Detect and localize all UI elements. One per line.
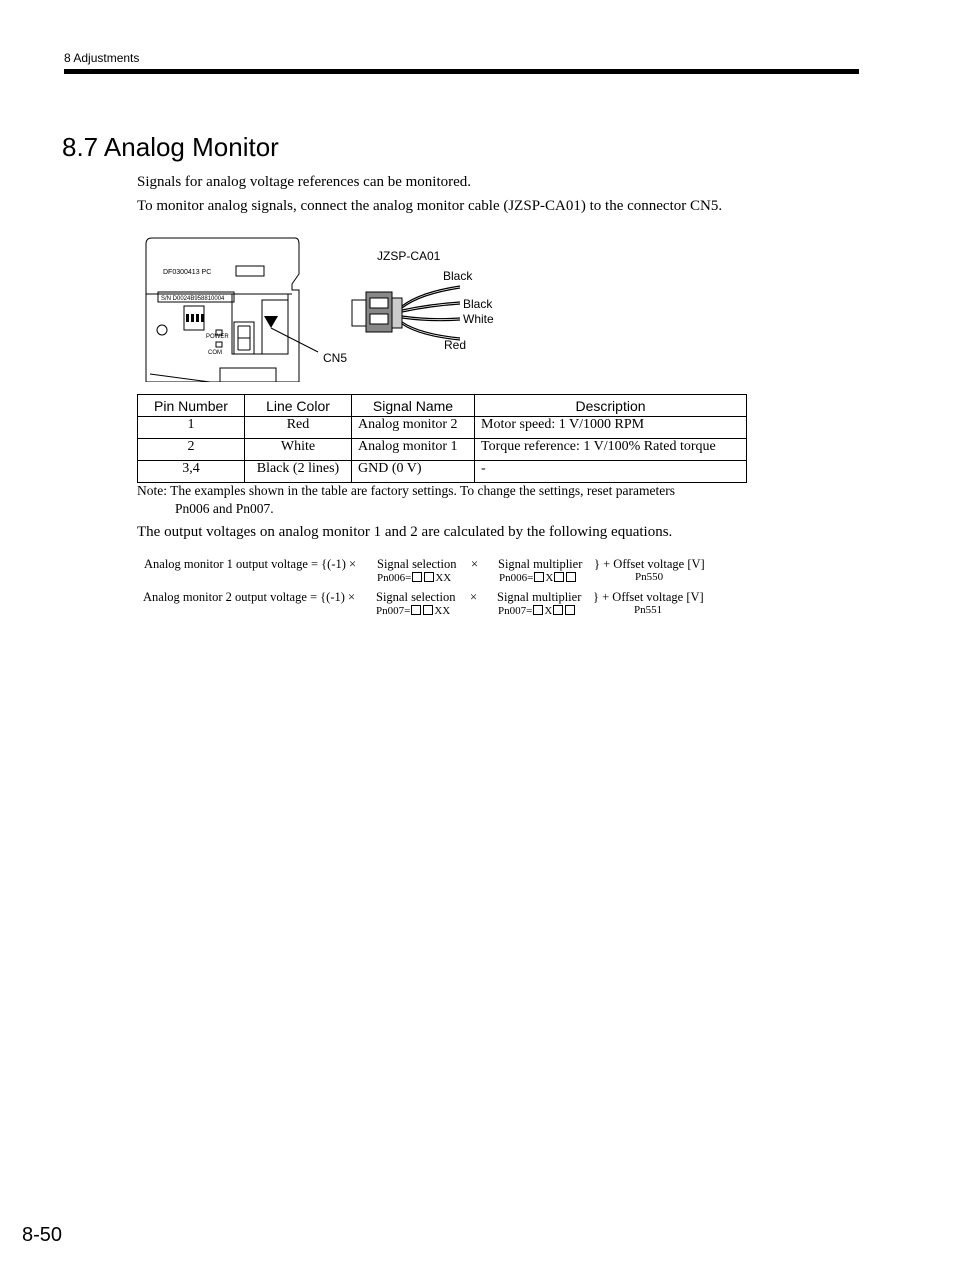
table-header: Line Color bbox=[245, 395, 352, 417]
equation-1-signal-selection: Signal selection bbox=[377, 557, 457, 571]
cable-label: JZSP-CA01 bbox=[377, 249, 441, 263]
table-row bbox=[138, 417, 747, 439]
running-header: 8 Adjustments bbox=[64, 51, 140, 65]
table-cell: 2 bbox=[138, 439, 245, 461]
intro-paragraph-2: To monitor analog signals, connect the analog monitor cable (JZSP-CA01) to the connector CN5. bbox=[137, 198, 723, 214]
table-header: Signal Name bbox=[352, 395, 475, 417]
param-text: XX bbox=[434, 605, 451, 617]
digit-box-icon bbox=[554, 572, 564, 582]
table-header: Description bbox=[475, 395, 747, 417]
servo-unit-illustration bbox=[146, 238, 299, 382]
cn5-pointer bbox=[264, 316, 318, 352]
table-row bbox=[138, 439, 747, 461]
table-row bbox=[138, 461, 747, 483]
equations-intro: The output voltages on analog monitor 1 and 2 are calculated by the following equations. bbox=[137, 524, 673, 540]
equation-1-offset-param: Pn550 bbox=[635, 571, 664, 583]
digit-box-icon bbox=[412, 572, 422, 582]
table-cell: GND (0 V) bbox=[352, 461, 475, 483]
equation-2-lhs: Analog monitor 2 output voltage = {(-1) × bbox=[143, 590, 356, 604]
equation-1-lhs: Analog monitor 1 output voltage = {(-1) × bbox=[144, 557, 357, 571]
digit-box-icon bbox=[423, 605, 433, 615]
connection-diagram bbox=[140, 234, 520, 382]
table-cell: Analog monitor 2 bbox=[352, 417, 475, 439]
digit-box-icon bbox=[533, 605, 543, 615]
dip-switch-icon bbox=[186, 314, 204, 322]
com-label: COM bbox=[208, 350, 222, 356]
table-cell: - bbox=[475, 461, 747, 483]
note-line-1: Note: The examples shown in the table are factory settings. To change the settings, reset parameters bbox=[137, 483, 676, 498]
equation-1-selection-param bbox=[377, 572, 451, 584]
table-cell: 3,4 bbox=[138, 461, 245, 483]
table-cell: Torque reference: 1 V/100% Rated torque bbox=[475, 439, 747, 461]
equation-2-times: × bbox=[470, 590, 478, 604]
digit-box-icon bbox=[566, 572, 576, 582]
equation-1-offset: } + Offset voltage [V] bbox=[594, 557, 705, 571]
table-cell: Analog monitor 1 bbox=[352, 439, 475, 461]
digit-box-icon bbox=[424, 572, 434, 582]
page-number: 8-50 bbox=[22, 1224, 63, 1246]
param-text: X bbox=[545, 572, 554, 584]
table-header: Pin Number bbox=[138, 395, 245, 417]
table-cell: Black (2 lines) bbox=[245, 461, 352, 483]
equation-2-signal-selection: Signal selection bbox=[376, 590, 456, 604]
equation-2-offset-param: Pn551 bbox=[634, 604, 663, 616]
param-text: X bbox=[544, 605, 553, 617]
seven-segment-icon bbox=[238, 326, 250, 350]
wire-label-black-1: Black bbox=[443, 269, 473, 283]
digit-box-icon bbox=[553, 605, 563, 615]
param-text: XX bbox=[435, 572, 452, 584]
model-label: DF0300413 PC bbox=[163, 269, 212, 276]
equation-1-signal-multiplier: Signal multiplier bbox=[498, 557, 583, 571]
table-header-row bbox=[138, 395, 747, 417]
param-text: Pn007= bbox=[376, 605, 411, 617]
equation-2-signal-multiplier: Signal multiplier bbox=[497, 590, 582, 604]
table-cell: Red bbox=[245, 417, 352, 439]
cn5-label: CN5 bbox=[323, 351, 348, 365]
note-line-2: Pn006 and Pn007. bbox=[175, 501, 274, 516]
intro-paragraph-1: Signals for analog voltage references can be monitored. bbox=[137, 174, 472, 190]
wire-label-red: Red bbox=[444, 338, 467, 352]
digit-box-icon bbox=[534, 572, 544, 582]
wire-label-white: White bbox=[463, 312, 494, 326]
cable-wires bbox=[402, 286, 460, 340]
header-rule bbox=[64, 69, 859, 74]
table-cell: 1 bbox=[138, 417, 245, 439]
param-text: Pn006= bbox=[377, 572, 412, 584]
equation-1-times: × bbox=[471, 557, 479, 571]
equation-2-offset: } + Offset voltage [V] bbox=[593, 590, 704, 604]
table-cell: White bbox=[245, 439, 352, 461]
pin-table bbox=[137, 394, 747, 483]
table-cell: Motor speed: 1 V/1000 RPM bbox=[475, 417, 747, 439]
table-note bbox=[137, 482, 757, 518]
equation-2-selection-param bbox=[376, 605, 450, 617]
cable-plug bbox=[352, 292, 402, 332]
digit-box-icon bbox=[565, 605, 575, 615]
param-text: Pn007= bbox=[498, 605, 533, 617]
equation-1-multiplier-param bbox=[499, 572, 577, 584]
section-title: 8.7 Analog Monitor bbox=[62, 132, 279, 162]
power-label: POWER bbox=[206, 334, 229, 340]
param-text: Pn006= bbox=[499, 572, 534, 584]
equation-2-multiplier-param bbox=[498, 605, 576, 617]
serial-label: S/N D0024B958810004 bbox=[161, 296, 225, 302]
digit-box-icon bbox=[411, 605, 421, 615]
wire-label-black-2: Black bbox=[463, 297, 493, 311]
